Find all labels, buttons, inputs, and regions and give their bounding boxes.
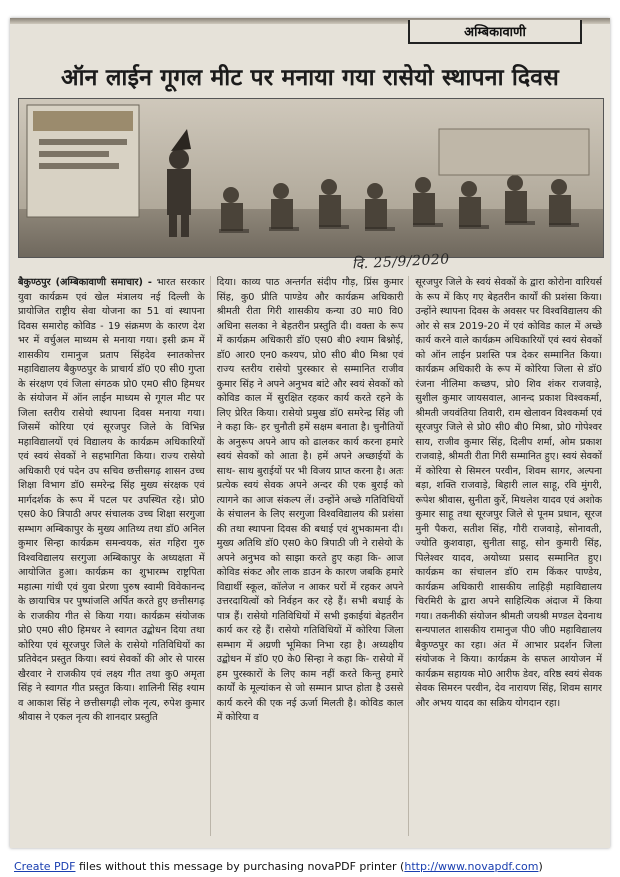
- article-body: [18, 276, 602, 836]
- article-column-1: [18, 276, 211, 836]
- event-photo: [18, 98, 604, 258]
- article-headline: ऑन लाईन गूगल मीट पर मनाया गया रासेयो स्थापना दिवस: [60, 64, 560, 91]
- pdf-watermark-footer: [14, 860, 543, 873]
- article-column-2: [217, 276, 410, 836]
- newspaper-clipping: [10, 18, 610, 848]
- create-pdf-link[interactable]: Create PDF: [14, 860, 76, 873]
- newspaper-masthead: अम्बिकावाणी: [408, 20, 582, 44]
- footer-text: files without this message by purchasing novaPDF printer (: [75, 860, 405, 873]
- novapdf-link[interactable]: http://www.novapdf.com: [404, 860, 539, 873]
- article-byline: बैकुण्ठपुर (अम्बिकावाणी समाचार) -: [18, 277, 152, 288]
- footer-text-end: ): [538, 860, 543, 873]
- column-text: सूरजपुर जिले के स्वयं सेवकों के द्वारा कोरोना वारियर्स के रूप में किए गए बेहतरीन कार्यों की प्रशंसा किया। उन्होंने स्थापना दिवस के अवसर पर विश्वविद्यालय की ओर से सत्र 2019-20 में एवं कोविड काल में अच्छे कार्य करने वाले कार्यक्रम अधिकारियों एवं स्वयं सेवकों को ऑन लाईन प्रशस्ति पत्र देकर सम्मानित किया। कार्यक्रम अधिकारी के रूप में कोरिया जिला से डॉ0 रंजना नीलिमा कच्छप, प्रो0 शिव शंकर राजवाड़े, सुशील कुमार जायसवाल, आनन्द प्रकाश विश्वकर्मा, श्रीमती जयवंतिया तिवारी, राम खेलावन विश्वकर्मा एवं सूरजपुर जिले से प्रो0 सी0 बी0 मिश्रा, प्रो0 गोपेश्वर साय, राजीव कुमार सिंह, दिलीप शर्मा, ओम प्रकाश राजवाड़े, श्रीमती रीता गिरी सम्मानित हुए। स्वयं सेवकों में कोरिया से सिमरन परवीन, शिवम सागर, अल्पना बड़ा, शक्ति राजवाड़े, बिहारी लाल साहू, रवि मुंगरी, रूपेश श्रीवास, सुनीता कुर्रे, मिथलेश यादव एवं अशोक कुमार साहू तथा सूरजपुर जिले से पूनम प्रधान, सूरज मुनी पैकरा, सतीश सिंह, गौरी राजवाड़े, सोनावती, ज्योति कुशवाहा, सुनीता साहू, सोन कुमारी सिंह, पिलेश्वर यादव, अयोध्या प्रसाद सम्मानित हुए। कार्यक्रम का संचालन डॉ0 राम किंकर पाण्डेय, कार्यक्रम अधिकारी शासकीय लाहिड़ी महाविद्यालय चिरमिरी के द्वारा अपने साहित्यिक अंदाज में किया गया। तकनीकी संयोजन श्रीमती जयश्री मण्डल देवनाथ सन्यपालत शासकीय रामानुज पी0 जी0 महाविद्यालय बैकुण्ठपुर का रहा। अंत में आभार प्रदर्शन जिला संयोजक ने किया। कार्यक्रम के सफल आयोजन में कार्यक्रम सहायक मो0 आरीफ डेवर, वरिष्ठ स्वयं सेवक सेवक सिमरन परवीन, देव नारायण सिंह, शिवम सागर और अभय यादव का सक्रिय योगदान रहा।: [415, 277, 603, 709]
- event-photo-illustration: [19, 99, 603, 257]
- column-text: दिया। काव्य पाठ अन्तर्गत संदीप गौड़, प्रिंस कुमार सिंह, कु0 प्रीति पाण्डेय और कार्यक्रम अधिकारी श्रीमती रीता गिरी शासकीय कन्या उ0 मा0 वि0 अधिना सलका ने बेहतरीन प्रस्तुति दी। वक्ता के रूप में कार्यक्रम अधिकारी डॉ0 एस0 बी0 श्याम बिश्नोई, डॉ0 आर0 एन0 कश्यप, प्रो0 सी0 बी0 मिश्रा एवं राज्य स्तरीय रासेयो पुरस्कार से सम्मानित राजीव कुमार सिंह ने अपने अनुभव बांटे और स्वयं सेवकों को कोविड काल में सुरक्षित रहकर कार्य करते रहने के लिए प्रेरित किया। रासेयो प्रमुख डॉ0 समरेन्द्र सिंह जी ने कहा कि- हर चुनौती हमें सक्षम बनाता है। चुनौतियों के अनुरूप अपने आप को ढालकर कार्य करना हमारे स्वयं सेवकों को आता है। हमें अपने अच्छाईयों के साथ- साथ बुराईयों पर भी विजय प्राप्त करना है। अतः प्रत्येक स्वयं सेवक अपने अन्दर की एक बुराई को त्यागने का आज संकल्प लें। उन्होंने अच्छे गतिविधियों के संचालन के लिए सरगुजा विश्वविद्यालय की प्रशंसा की तथा स्थापना दिवस की बधाई एवं शुभकामना दी। मुख्य अतिथि डॉ0 एस0 के0 त्रिपाठी जी ने रासेयो के अपने अनुभव को साझा करते हुए कहा कि- आज कोविड संकट और लाक डाउन के कारण जबकि हमारे विद्यार्थी स्कूल, कॉलेज न आकर घरों में रहकर अपने उत्तरदायित्वों को निर्वहन कर रहे हैं। सभी बधाई के पात्र हैं। रासेयो गतिविधियों में सभी इकाईयां बेहतरीन कार्य कर रहे हैं। रासेयो गतिविधियों में कोरिया जिला सम्भाग में अग्रणी भूमिका निभा रहा है। अध्यक्षीय उद्बोधन में डॉ0 ए0 के0 सिन्हा ने कहा कि- रासेयो में हम पुरस्कारों के लिए काम नहीं करते किन्तु हमारे कार्यों के मूल्यांकन से जो सम्मान प्राप्त होता है उससे कार्य करने की एक नई ऊर्जा मिलती है। कोविड काल में कोरिया व: [216, 277, 404, 723]
- column-text: भारत सरकार युवा कार्यक्रम एवं खेल मंत्रालय नई दिल्ली के प्रायोजित राष्ट्रीय सेवा योजना का 51 वां स्थापना दिवस समारोह कोविड - 19 संक्रमण के कारण देश भर में वर्चुअल माध्यम से मनाया गया। इसी क्रम में शासकीय रामानुज प्रताप सिंहदेव स्नातकोत्तर महाविद्यालय बैकुण्ठपुर के प्राचार्य डॉ0 ए0 सी0 गुप्ता के संरक्षण एवं जिला संगठक प्रो0 एम0 सी0 हिमधर के संयोजन में ऑन लाईन माध्यम से गूगल मीट पर जिला स्तरीय रासेयो स्थापना दिवस मनाया गया। जिसमें कोरिया एवं सूरजपुर जिले के विभिन्न महाविद्यालयों एवं विद्यालय के कार्यक्रम अधिकारियों एवं स्वयं सेवकों ने सहभागिता किया। राज्य रासेयो अधिकारी एवं पदेन उप सचिव छत्तीसगढ़ शासन उच्च शिक्षा विभाग डॉ0 समरेन्द्र सिंह मुख्य संरक्षक एवं मार्गदर्शक के रूप में पटल पर उपस्थित रहे। प्रो0 एस0 के0 त्रिपाठी अपर संचालक उच्च शिक्षा सरगुजा सम्भाग अम्बिकापुर के मुख्य आतिथ्य तथा डॉ0 अनिल कुमार सिन्हा कार्यक्रम समन्वयक, संत गहिरा गुरु विश्वविद्यालय सरगुजा अम्बिकापुर के अध्यक्षता में आयोजित हुआ। कार्यक्रम का शुभारम्भ राष्ट्रपिता महात्मा गांधी एवं युवा प्रेरणा पुरुष स्वामी विवेकानन्द के छायाचित्र पर पुष्पांजलि अर्पित करते हुए छत्तीसगढ़ के राजकीय गीत से किया गया। कार्यक्रम संयोजक प्रो0 एम0 सी0 हिमधर ने स्वागत उद्बोधन दिया तथा कोरिया एवं सूरजपुर जिले के रासेयो गतिविधियों का प्रतिवेदन प्रस्तुत किया। स्वयं सेवकों की ओर से पारस खैरवार ने राजकीय एवं लक्ष्य गीत तथा कु0 अमृता सिंह ने स्वागत गीत प्रस्तुत किया। शालिनी सिंह श्याम व आकाश सिंह ने छत्तीसगढ़ी लोक नृत्य, रुपेश कुमार श्रीवास ने एकल नृत्य की शानदार प्रस्तुति: [18, 277, 205, 723]
- handwritten-date: दि. 25/9/2020: [351, 251, 451, 273]
- article-column-3: [415, 276, 602, 836]
